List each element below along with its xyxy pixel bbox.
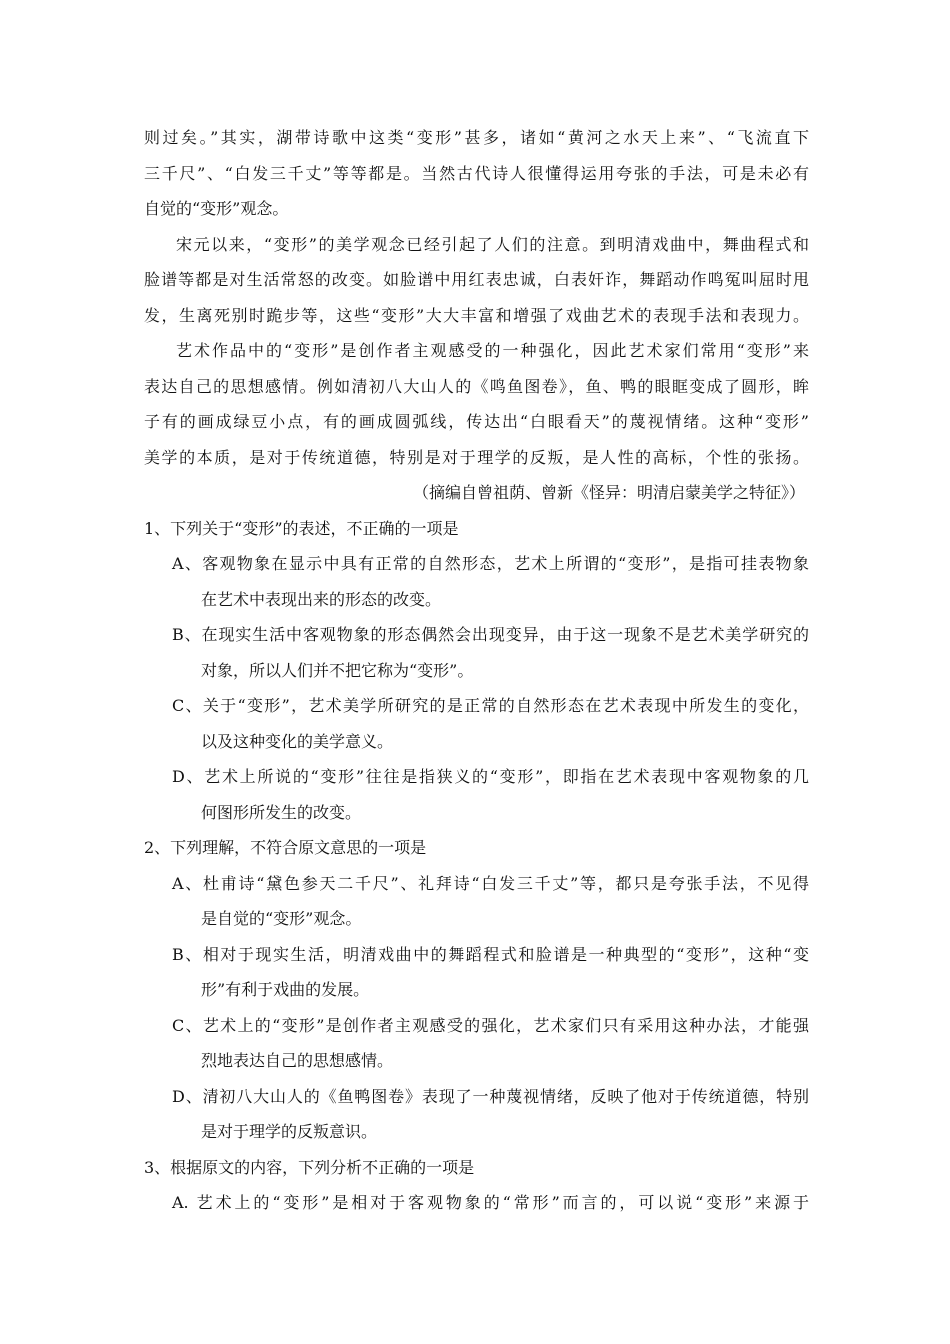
passage-line: 表达自己的思想感情。例如清初八大山人的《鸣鱼图卷》，鱼、鸭的眼眶变成了圆形，眸 [144, 376, 809, 396]
passage-line: 脸谱等都是对生活常怒的改变。如脸谱中用红表忠诚，白表奸诈，舞蹈动作鸣冤叫屈时甩 [144, 270, 809, 289]
option-2c-cont: 烈地表达自己的思想感情。 [201, 1051, 394, 1070]
question-stem-2: 2、下列理解，不符合原文意思的一项是 [144, 838, 427, 857]
option-1d: D、艺术上所说的“变形”往往是指狭义的“变形”，即指在艺术表现中客观物象的几 [172, 767, 809, 786]
question-stem-1: 1、下列关于“变形”的表述，不正确的一项是 [144, 518, 459, 538]
option-2b: B、相对于现实生活，明清戏曲中的舞蹈程式和脸谱是一种典型的“变形”，这种“变 [172, 944, 809, 964]
option-2b-cont: 形”有利于戏曲的发展。 [201, 980, 370, 999]
option-2c: C、艺术上的“变形”是创作者主观感受的强化，艺术家们只有采用这种办法，才能强 [172, 1015, 809, 1035]
passage-line: 艺术作品中的“变形”是创作者主观感受的一种强化，因此艺术家们常用“变形”来 [176, 341, 809, 360]
option-2a-cont: 是自觉的“变形”观念。 [201, 909, 362, 928]
option-2d-cont: 是对于理学的反叛意识。 [201, 1122, 378, 1141]
option-1c-cont: 以及这种变化的美学意义。 [201, 731, 394, 751]
passage-line: 自觉的“变形”观念。 [144, 199, 289, 218]
question-stem-3: 3、根据原文的内容，下列分析不正确的一项是 [144, 1157, 475, 1177]
option-1b: B、在现实生活中客观物象的形态偶然会出现变异，由于这一现象不是艺术美学研究的 [172, 625, 809, 644]
passage-line: 则过矣。”其实，湖带诗歌中这类“变形”甚多，诸如“黄河之水天上来”、“飞流直下 [144, 128, 809, 147]
option-1c: C、关于“变形”，艺术美学所研究的是正常的自然形态在艺术表现中所发生的变化， [172, 696, 809, 715]
passage-line: 发，生离死别时跪步等，这些“变形”大大丰富和增强了戏曲艺术的表现手法和表现力。 [144, 305, 809, 325]
option-1a: A、客观物象在显示中具有正常的自然形态，艺术上所谓的“变形”，是指可挂表物象 [172, 554, 809, 573]
passage-line: 三千尺”、“白发三千丈”等等都是。当然古代诗人很懂得运用夸张的手法，可是未必有 [144, 163, 809, 183]
passage-line: 宋元以来，“变形”的美学观念已经引起了人们的注意。到明清戏曲中，舞曲程式和 [176, 234, 809, 254]
passage-line: 子有的画成绿豆小点，有的画成圆弧线，传达出“白眼看天”的蔑视情绪。这种“变形” [144, 412, 809, 431]
option-1d-cont: 何图形所发生的改变。 [201, 802, 362, 822]
passage-line: 美学的本质，是对于传统道德，特别是对于理学的反叛，是人性的高标，个性的张扬。 [144, 447, 809, 467]
option-2d: D、清初八大山人的《鱼鸭图卷》表现了一种蔑视情绪，反映了他对于传统道德，特别 [172, 1086, 809, 1106]
passage-source: （摘编自曾祖荫、曾新《怪异：明清启蒙美学之特征》） [412, 483, 805, 502]
document-page [144, 120, 809, 1221]
option-1b-cont: 对象，所以人们并不把它称为“变形”。 [201, 660, 474, 680]
option-1a-cont: 在艺术中表现出来的形态的改变。 [201, 589, 442, 609]
option-2a: A、杜甫诗“黛色参天二千尺”、礼拜诗“白发三千丈”等，都只是夸张手法，不见得 [172, 873, 809, 893]
option-3a: A. 艺术上的“变形”是相对于客观物象的“常形”而言的，可以说“变形”来源于 [172, 1193, 809, 1212]
